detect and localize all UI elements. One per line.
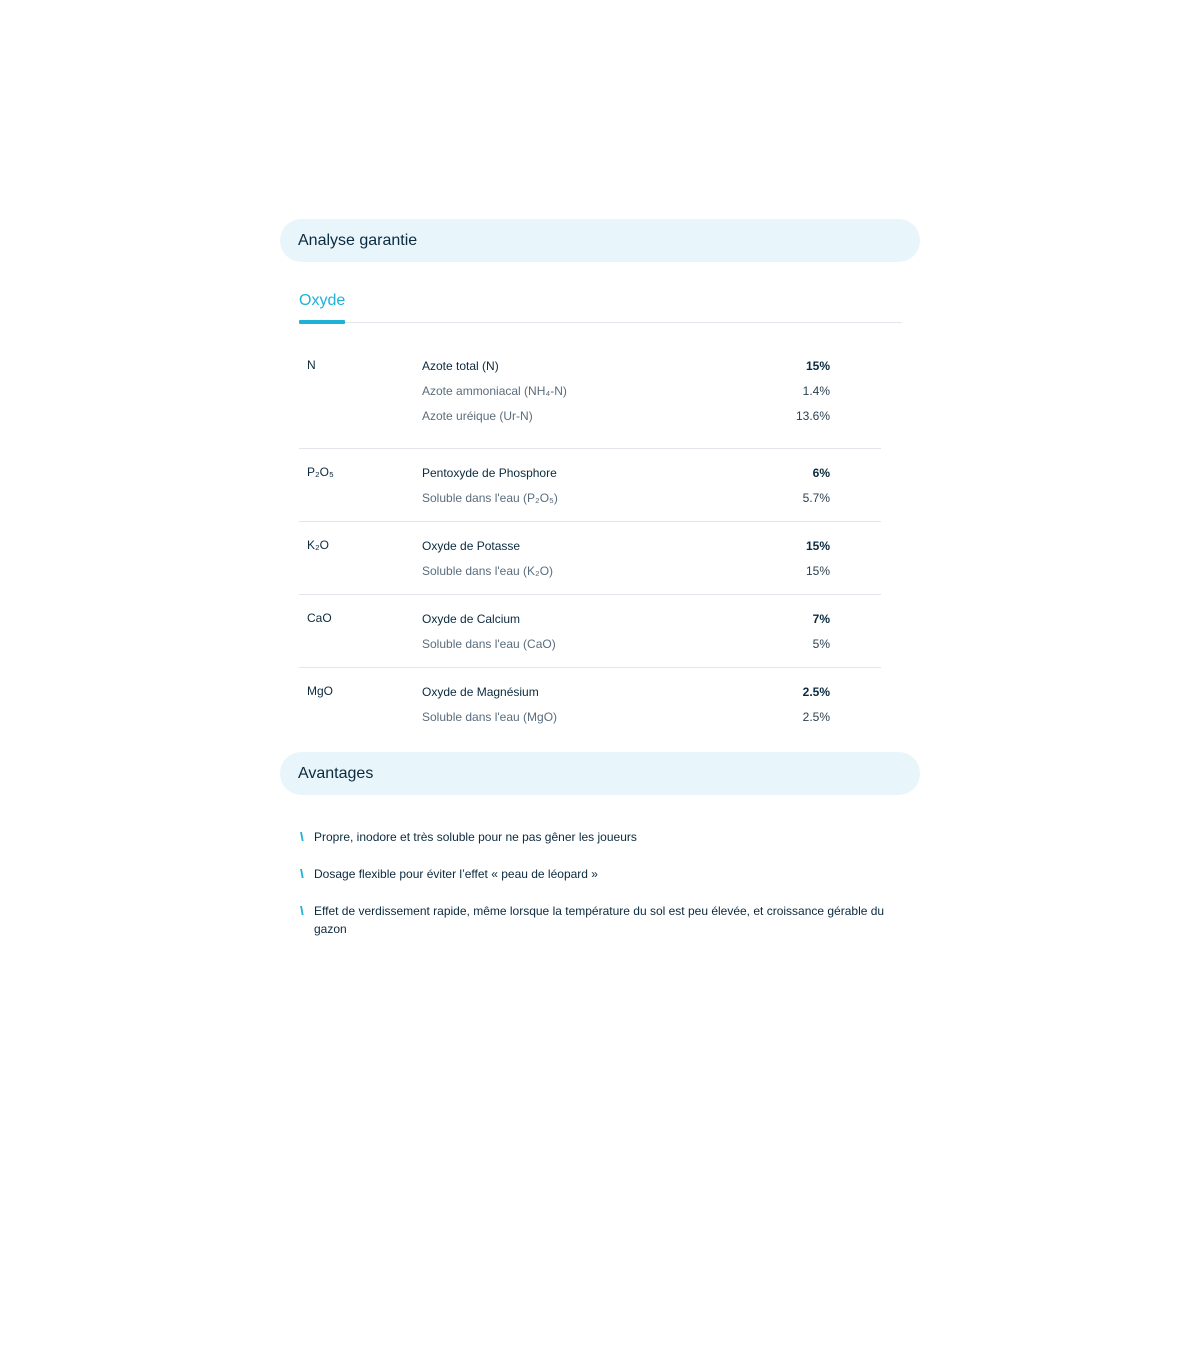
analysis-title: Analyse garantie	[298, 231, 418, 249]
nutrient-row	[299, 679, 881, 704]
nutrient-value: 5.7%	[802, 490, 830, 505]
nutrient-row	[299, 353, 881, 378]
slash-mark-icon: \\	[300, 904, 301, 918]
oxide-label: N	[307, 358, 316, 372]
nutrient-row	[299, 704, 881, 729]
nutrient-label: Soluble dans l'eau (MgO)	[422, 709, 558, 724]
tab-oxyde[interactable]: Oxyde	[299, 292, 346, 309]
oxide-label: K₂O	[307, 538, 329, 552]
nutrient-row	[299, 485, 881, 510]
slash-mark-icon: \\	[300, 867, 301, 881]
tab-bar	[299, 292, 902, 323]
nutrient-label: Oxyde de Magnésium	[422, 684, 539, 699]
advantages-list	[300, 828, 900, 938]
nutrient-group-k2o	[299, 522, 881, 595]
nutrient-group-mgo	[299, 668, 881, 729]
nutrient-value: 1.4%	[802, 383, 830, 398]
list-item	[300, 828, 900, 846]
list-item	[300, 902, 900, 938]
nutrient-row	[299, 378, 881, 403]
nutrient-label: Pentoxyde de Phosphore	[422, 465, 557, 480]
tab-active-indicator	[299, 320, 345, 324]
nutrient-label: Soluble dans l'eau (CaO)	[422, 636, 556, 651]
nutrient-value: 2.5%	[802, 709, 830, 724]
oxide-label: CaO	[307, 611, 332, 625]
advantage-text: Effet de verdissement rapide, même lorsque la température du sol est peu élevée, et croissance gérable du gazon	[314, 904, 885, 936]
advantage-text: Propre, inodore et très soluble pour ne pas gêner les joueurs	[314, 830, 637, 844]
nutrient-value: 5%	[812, 636, 830, 651]
nutrient-group-cao	[299, 595, 881, 668]
nutrient-label: Soluble dans l'eau (K₂O)	[422, 563, 554, 578]
analysis-header	[280, 219, 920, 262]
nutrient-label: Oxyde de Potasse	[422, 538, 521, 553]
nutrient-value: 13.6%	[795, 408, 830, 423]
advantage-text: Dosage flexible pour éviter l’effet « peau de léopard »	[314, 867, 598, 881]
nutrient-group-p2o5	[299, 449, 881, 522]
nutrient-value: 15%	[805, 358, 830, 373]
slash-mark-icon: \\	[300, 830, 301, 844]
advantages-header	[280, 752, 920, 795]
nutrient-row	[299, 631, 881, 656]
product-details	[280, 219, 920, 957]
nutrient-label: Azote uréique (Ur-N)	[422, 408, 533, 423]
oxide-label: MgO	[307, 684, 334, 698]
nutrient-value: 15%	[805, 563, 830, 578]
nutrient-value: 6%	[812, 465, 830, 480]
nutrient-label: Azote ammoniacal (NH₄-N)	[422, 383, 567, 398]
list-item	[300, 865, 900, 883]
advantages-title: Avantages	[298, 764, 374, 782]
nutrient-value: 2.5%	[802, 684, 830, 699]
nutrient-row	[299, 606, 881, 631]
nutrient-label: Soluble dans l'eau (P₂O₅)	[422, 490, 558, 505]
nutrient-label: Oxyde de Calcium	[422, 611, 521, 626]
nutrient-label: Azote total (N)	[422, 358, 499, 373]
oxide-label: P₂O₅	[307, 465, 334, 479]
analysis-table	[299, 343, 881, 729]
nutrient-row	[299, 533, 881, 558]
nutrient-value: 7%	[812, 611, 830, 626]
nutrient-row	[299, 403, 881, 428]
nutrient-row	[299, 558, 881, 583]
nutrient-group-n	[299, 343, 881, 449]
nutrient-value: 15%	[805, 538, 830, 553]
nutrient-row	[299, 460, 881, 485]
